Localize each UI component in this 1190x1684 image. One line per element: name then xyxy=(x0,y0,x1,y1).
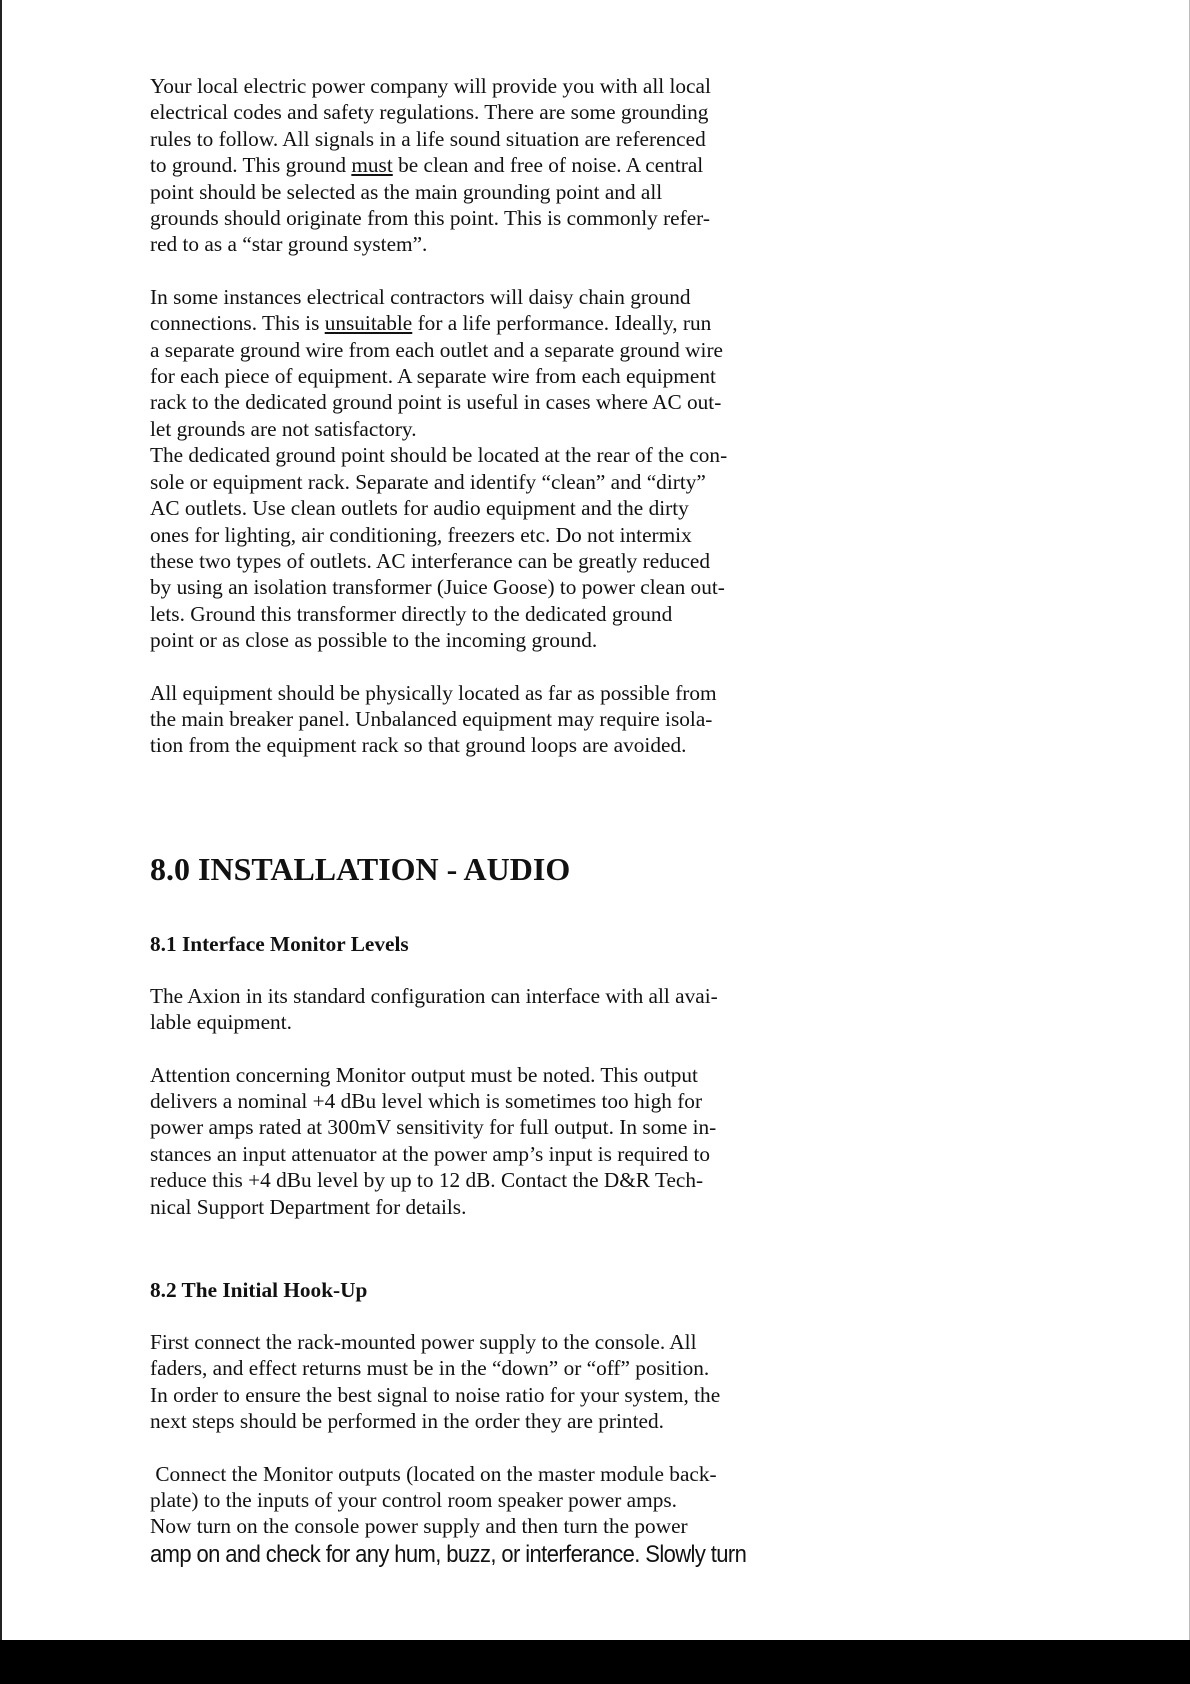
text-line: power amps rated at 300mV sensitivity for full output. In some in- xyxy=(150,1115,717,1140)
text-line: let grounds are not satisfactory. xyxy=(150,416,417,441)
section-heading: 8.0 INSTALLATION - AUDIO xyxy=(150,850,571,887)
text-line: these two types of outlets. AC interferance can be greatly reduced xyxy=(150,548,711,573)
text-line: In some instances electrical contractors will daisy chain ground xyxy=(150,284,691,309)
text-line: AC outlets. Use clean outlets for audio equipment and the dirty xyxy=(150,496,689,521)
paragraph-daisy-chain xyxy=(150,284,805,442)
paragraph-initial-hookup xyxy=(150,1329,805,1435)
text-line: delivers a nominal +4 dBu level which is sometimes too high for xyxy=(150,1088,703,1113)
text-line xyxy=(150,152,805,178)
paragraph-dedicated-ground xyxy=(150,442,805,653)
text-line: plate) to the inputs of your control room speaker power amps. xyxy=(150,1488,677,1513)
text-line: All equipment should be physically located as far as possible from xyxy=(150,680,717,705)
text-line: point should be selected as the main grounding point and all xyxy=(150,179,663,204)
text-line: electrical codes and safety regulations. There are some grounding xyxy=(150,100,709,125)
text-line: The Axion in its standard configuration can interface with all avai- xyxy=(150,983,718,1008)
text-line: rules to follow. All signals in a life sound situation are referenced xyxy=(150,126,706,151)
underlined-word: unsuitable xyxy=(324,311,413,336)
text-line: for each piece of equipment. A separate wire from each equipment xyxy=(150,364,716,389)
text-line: reduce this +4 dBu level by up to 12 dB. Contact the D&R Tech- xyxy=(150,1168,704,1193)
text-line: lets. Ground this transformer directly to the dedicated ground xyxy=(150,601,673,626)
text-line: ones for lighting, air conditioning, freezers etc. Do not intermix xyxy=(150,522,692,547)
paragraph-monitor-connection xyxy=(150,1461,805,1567)
text-line: faders, and effect returns must be in the “down” or “off” position. xyxy=(150,1356,710,1381)
paragraph-monitor-output xyxy=(150,1062,805,1220)
underlined-word: must xyxy=(351,153,393,178)
text-line: In order to ensure the best signal to noise ratio for your system, the xyxy=(150,1382,721,1407)
paragraph-equipment-location xyxy=(150,680,805,759)
text-segment: connections. This is xyxy=(150,311,325,336)
text-line xyxy=(150,310,805,336)
subsection-heading: 8.2 The Initial Hook-Up xyxy=(150,1278,368,1302)
text-line: tion from the equipment rack so that ground loops are avoided. xyxy=(150,733,687,758)
text-line: amp on and check for any hum, buzz, or interferance. Slowly turn xyxy=(150,1539,747,1568)
text-line: by using an isolation transformer (Juice Goose) to power clean out- xyxy=(150,575,725,600)
text-segment: be clean and free of noise. A central xyxy=(392,153,704,178)
text-line: The dedicated ground point should be located at the rear of the con- xyxy=(150,443,728,468)
text-line: nical Support Department for details. xyxy=(150,1194,467,1219)
text-line: lable equipment. xyxy=(150,1010,292,1035)
text-line: First connect the rack-mounted power supply to the console. All xyxy=(150,1330,697,1354)
paragraph-axion-interface xyxy=(150,983,805,1036)
text-line: rack to the dedicated ground point is useful in cases where AC out- xyxy=(150,390,722,415)
text-line: point or as close as possible to the incoming ground. xyxy=(150,628,598,653)
text-line: grounds should originate from this point. This is commonly refer- xyxy=(150,206,710,231)
text-line: Connect the Monitor outputs (located on the master module back- xyxy=(150,1461,717,1486)
text-line: stances an input attenuator at the power amp’s input is required to xyxy=(150,1141,711,1166)
text-line: Attention concerning Monitor output must be noted. This output xyxy=(150,1062,698,1087)
document-page xyxy=(150,73,805,1566)
scan-left-edge xyxy=(0,0,2,1640)
paragraph-grounding-intro xyxy=(150,73,805,258)
subsection-heading: 8.1 Interface Monitor Levels xyxy=(150,931,409,956)
text-line: Your local electric power company will provide you with all local xyxy=(150,74,711,98)
text-line: the main breaker panel. Unbalanced equipment may require isola- xyxy=(150,706,713,731)
scan-bottom-bar xyxy=(0,1640,1190,1684)
text-line: a separate ground wire from each outlet and a separate ground wire xyxy=(150,337,723,362)
text-segment: to ground. This ground xyxy=(150,153,352,178)
text-line: Now turn on the console power supply and then turn the power xyxy=(150,1514,688,1539)
text-line: sole or equipment rack. Separate and identify “clean” and “dirty” xyxy=(150,469,706,494)
text-line: red to as a “star ground system”. xyxy=(150,232,428,257)
text-segment: for a life performance. Ideally, run xyxy=(412,311,712,336)
text-line: next steps should be performed in the order they are printed. xyxy=(150,1409,664,1434)
